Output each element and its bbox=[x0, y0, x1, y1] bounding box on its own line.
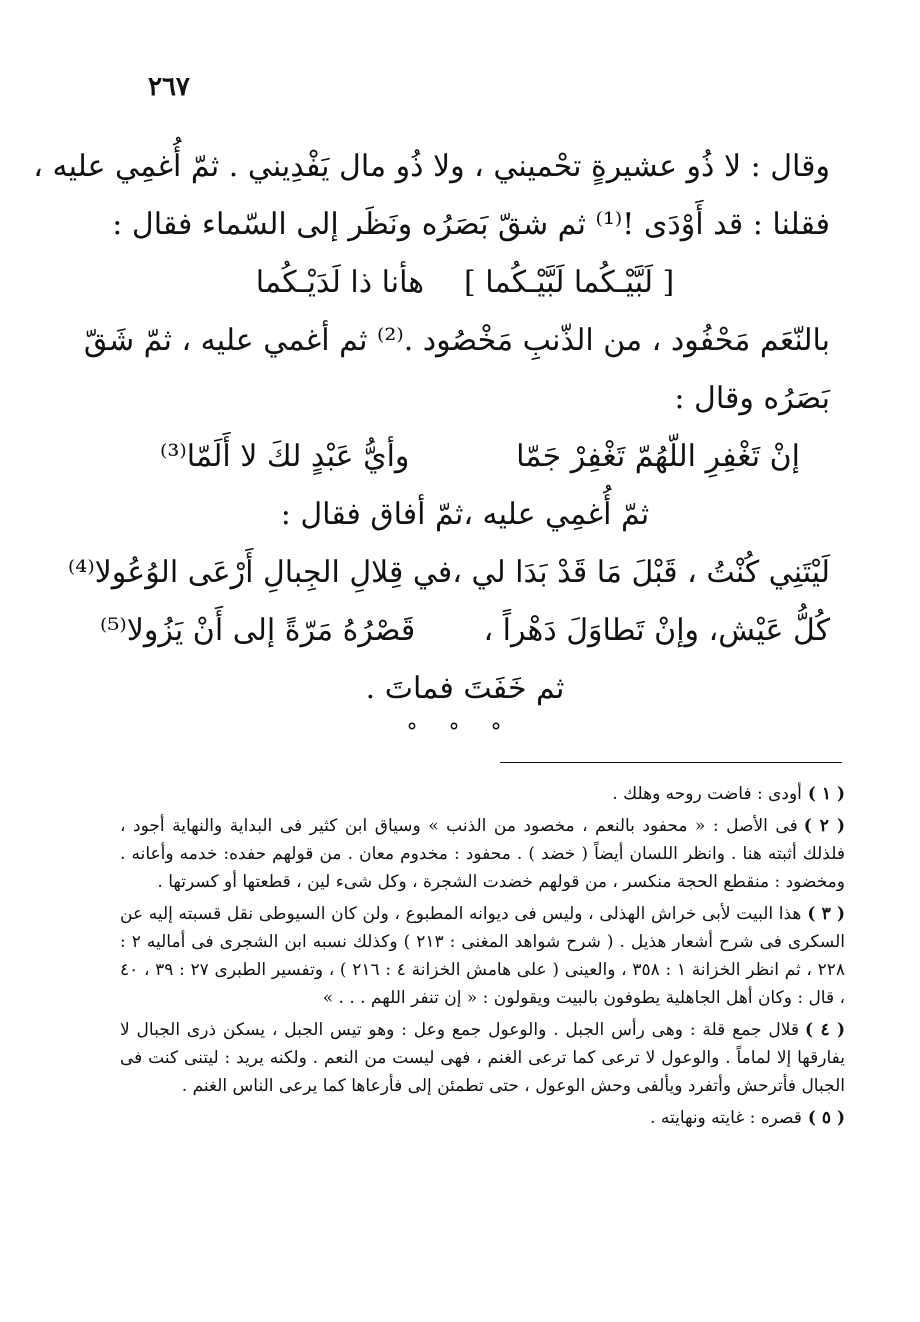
verse-line bbox=[67, 544, 830, 602]
prose-line: بالنّعَم مَحْفُود ، من الذّنبِ مَخْصُود .⁽²⁾ ثم أغمي عليه ، ثمّ شَقّ bbox=[83, 323, 830, 358]
footnote-text: قصره : غايته ونهايته . bbox=[650, 1108, 802, 1128]
verse-hemistich: كُلُّ عَيْش، وإنْ تَطاوَلَ دَهْراً ، bbox=[483, 613, 830, 648]
prose-line: فقلنا : قد أَوْدَى !⁽¹⁾ ثم شقّ بَصَرُه ونَظَر إلى السّماء فقال : bbox=[112, 207, 830, 242]
verse-hemistich: هأنا ذا لَدَيْـكُما bbox=[255, 265, 425, 300]
verse-line bbox=[100, 428, 830, 486]
footnote-number: ( ٤ ) bbox=[805, 1020, 845, 1040]
prose-line: وقال : لا ذُو عشيرةٍ تحْميني ، ولا ذُو مال يَفْدِيني . ثمّ أُغمِي عليه ، bbox=[33, 149, 830, 184]
verse-hemistich: في قِلالِ الجِبالِ أَرْعَى الوُعُولا⁽⁴⁾ bbox=[67, 555, 453, 590]
footnote bbox=[120, 812, 845, 896]
footnote-text: أودى : فاضت روحه وهلك . bbox=[612, 784, 802, 804]
section-ornament: ° ° ° bbox=[406, 720, 514, 745]
verse-hemistich: وأيُّ عَبْدٍ لكَ لا أَلَمّا⁽³⁾ bbox=[160, 439, 410, 474]
footnote bbox=[120, 1016, 845, 1100]
footnote-text: قلال جمع قلة : وهى رأس الجبل . والوعول جمع وعل : وهو تيس الجبل ، يسكن ذرى الجبال لا يفارقها إلا لماماً . والوعول لا ترعى كما ترعى الغنم ، فهى ليست من النعم . ولكنه يريد : ليتنى كنت فى الجبال فأترحش وأتفرد ويألفى وحش الوعول ، حتى تطمئن إلى فأرعاها كما يرعى الناس الغنم . bbox=[120, 1020, 845, 1096]
footnote bbox=[120, 1104, 845, 1132]
footnote bbox=[120, 780, 845, 808]
footnote-divider bbox=[500, 762, 842, 763]
page-number: ٢٦٧ bbox=[148, 72, 190, 102]
closing-line: ثم خَفَتَ فماتَ . bbox=[365, 671, 565, 706]
verse-hemistich: إنْ تَغْفِرِ اللّهُمّ تَغْفِرْ جَمّا bbox=[516, 439, 800, 474]
verse-hemistich: لَيْتَنِي كُنْتُ ، قَبْلَ مَا قَدْ بَدَا لي ، bbox=[452, 555, 830, 590]
verse-hemistich: [ لَبَّيْـكُما لَبَّيْـكُما ] bbox=[464, 265, 675, 300]
footnote-number: ( ٢ ) bbox=[803, 816, 845, 836]
verse-hemistich: قَصْرُهُ مَرّةً إلى أَنْ يَزُولا⁽⁵⁾ bbox=[100, 613, 416, 648]
verse-line bbox=[100, 602, 830, 660]
footnote-text: فى الأصل : « محفود بالنعم ، مخصود من الذنب » وسياق ابن كثير فى البداية والنهاية أجود ، فلذلك أثبته هنا . وانظر اللسان أيضاً ( خضد ) . محفود : مخدوم معان . من قولهم حفده: خدمه وأعانه . ومخضود : منقطع الحجة منكسر ، من قولهم خضدت الشجرة ، وكل شىء لين ، قطعتها أو كسرتها . bbox=[120, 816, 845, 892]
footnote-number: ( ١ ) bbox=[807, 784, 845, 804]
footnote-number: ( ٣ ) bbox=[807, 904, 846, 924]
verse-line bbox=[100, 254, 830, 312]
prose-line: بَصَرُه وقال : bbox=[674, 381, 830, 416]
footnotes bbox=[120, 780, 845, 1136]
prose-line: ثمّ أُغمِي عليه ،ثمّ أفاق فقال : bbox=[280, 497, 650, 532]
footnote-number: ( ٥ ) bbox=[807, 1108, 845, 1128]
footnote bbox=[120, 900, 845, 1012]
main-text bbox=[33, 138, 830, 718]
footnote-text: هذا البيت لأبى خراش الهذلى ، وليس فى ديوانه المطبوع ، ولن كان السيوطى نقل قسبته إليه عن السكرى فى شرح أشعار هذيل . ( شرح شواهد المغنى : ٢١٣ ) وكذلك نسبه ابن الشجرى فى أماليه ٢ : ٢٢٨ ، ثم انظر الخزانة ١ : ٣٥٨ ، والعينى ( على هامش الخزانة ٤ : ٢١٦ ) ، وتفسير الطبرى ٢٧ : ٣٩ ، ٤٠ ، قال : وكان أهل الجاهلية يطوفون بالبيت ويقولون : « إن تنفر اللهم . . . » bbox=[120, 904, 846, 1008]
